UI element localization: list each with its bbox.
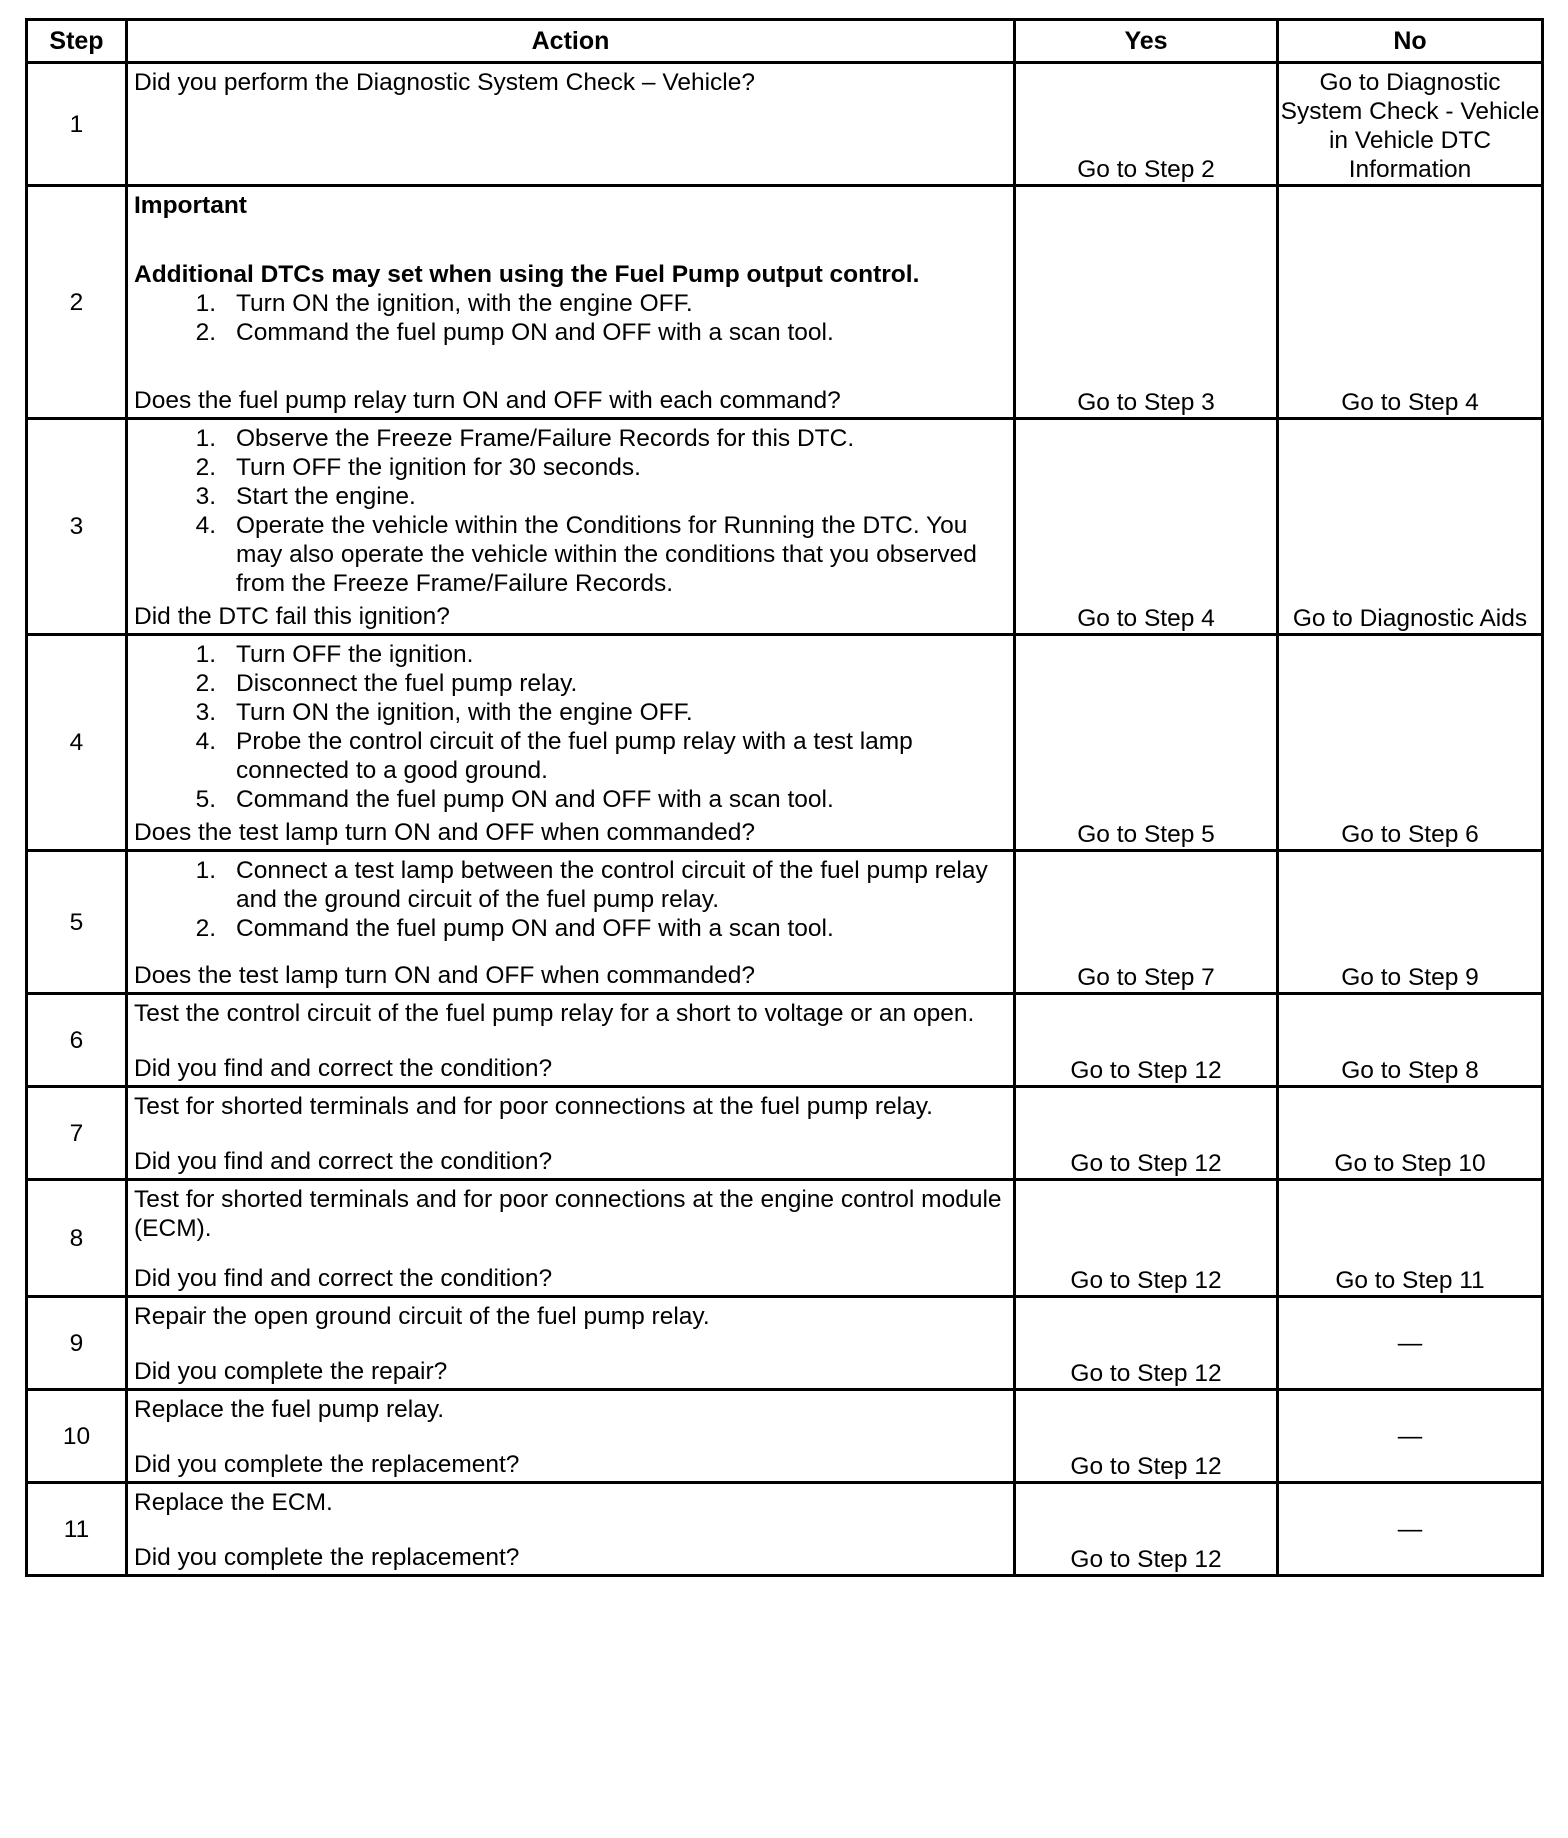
action-cell xyxy=(127,635,1015,851)
diagnostic-table xyxy=(25,18,1544,1577)
action-cell xyxy=(127,851,1015,994)
action-question: Does the test lamp turn ON and OFF when commanded? xyxy=(134,962,755,989)
yes-cell: Go to Step 12 xyxy=(1015,1297,1278,1390)
step-number: 10 xyxy=(27,1390,127,1483)
action-cell xyxy=(127,994,1015,1087)
step-number: 4 xyxy=(27,635,127,851)
no-cell: Go to Step 10 xyxy=(1278,1087,1543,1180)
list-item: 2. Turn OFF the ignition for 30 seconds. xyxy=(195,454,641,481)
list-item: 3. Turn ON the ignition, with the engine OFF. xyxy=(195,699,693,726)
list-item: 2. Command the fuel pump ON and OFF with a scan tool. xyxy=(195,319,834,346)
step-number: 7 xyxy=(27,1087,127,1180)
yes-cell: Go to Step 4 xyxy=(1015,419,1278,635)
yes-cell: Go to Step 12 xyxy=(1015,1180,1278,1297)
table-row xyxy=(27,419,1543,635)
step-number: 11 xyxy=(27,1483,127,1576)
yes-cell: Go to Step 12 xyxy=(1015,1390,1278,1483)
action-question: Does the fuel pump relay turn ON and OFF with each command? xyxy=(134,387,841,414)
list-item: 3. Start the engine. xyxy=(195,483,416,510)
action-question: Did you complete the repair? xyxy=(134,1358,448,1385)
action-intro: Test for shorted terminals and for poor connections at the fuel pump relay. xyxy=(134,1093,933,1120)
table-row xyxy=(27,1297,1543,1390)
action-cell xyxy=(127,1390,1015,1483)
action-cell xyxy=(127,1297,1015,1390)
instruction-list xyxy=(134,424,1009,598)
no-cell: — xyxy=(1278,1390,1543,1483)
list-item: 4. Operate the vehicle within the Conditions for Running the DTC. You may also operate the vehicle within the conditions that you observed from the Freeze Frame/Failure Records. xyxy=(195,512,977,597)
no-cell: Go to Diagnostic System Check - Vehicle in Vehicle DTC Information xyxy=(1278,63,1543,186)
action-intro: Replace the ECM. xyxy=(134,1489,333,1516)
action-intro: Test for shorted terminals and for poor connections at the engine control module (ECM). xyxy=(134,1186,1002,1242)
step-number: 9 xyxy=(27,1297,127,1390)
instruction-list xyxy=(134,856,1009,943)
action-intro: Did you perform the Diagnostic System Check – Vehicle? xyxy=(134,69,755,96)
no-cell: Go to Step 9 xyxy=(1278,851,1543,994)
table-row xyxy=(27,186,1543,419)
action-question: Does the test lamp turn ON and OFF when commanded? xyxy=(134,819,755,846)
step-number: 2 xyxy=(27,186,127,419)
no-cell: — xyxy=(1278,1297,1543,1390)
list-item: 4. Probe the control circuit of the fuel pump relay with a test lamp connected to a good ground. xyxy=(195,728,913,784)
header-step: Step xyxy=(27,20,127,63)
list-item: 1. Observe the Freeze Frame/Failure Records for this DTC. xyxy=(195,425,855,452)
action-question: Did you find and correct the condition? xyxy=(134,1055,553,1082)
action-intro: Test the control circuit of the fuel pump relay for a short to voltage or an open. xyxy=(134,1000,975,1027)
action-cell xyxy=(127,1087,1015,1180)
no-cell: Go to Step 11 xyxy=(1278,1180,1543,1297)
no-cell: Go to Step 8 xyxy=(1278,994,1543,1087)
action-question: Did you find and correct the condition? xyxy=(134,1265,553,1292)
table-row xyxy=(27,635,1543,851)
table-row xyxy=(27,851,1543,994)
table-row xyxy=(27,1390,1543,1483)
action-cell xyxy=(127,419,1015,635)
header-yes: Yes xyxy=(1015,20,1278,63)
action-cell xyxy=(127,186,1015,419)
step-number: 5 xyxy=(27,851,127,994)
list-item: 2. Disconnect the fuel pump relay. xyxy=(195,670,578,697)
yes-cell: Go to Step 2 xyxy=(1015,63,1278,186)
action-cell xyxy=(127,63,1015,186)
no-cell: Go to Step 4 xyxy=(1278,186,1543,419)
step-number: 3 xyxy=(27,419,127,635)
list-item: 1. Connect a test lamp between the control circuit of the fuel pump relay and the ground circuit of the fuel pump relay. xyxy=(195,857,988,913)
table-row xyxy=(27,994,1543,1087)
yes-cell: Go to Step 7 xyxy=(1015,851,1278,994)
step-number: 6 xyxy=(27,994,127,1087)
list-item: 1. Turn OFF the ignition. xyxy=(195,641,474,668)
action-question: Did you complete the replacement? xyxy=(134,1544,520,1571)
action-question: Did you find and correct the condition? xyxy=(134,1148,553,1175)
list-item: 5. Command the fuel pump ON and OFF with a scan tool. xyxy=(195,786,834,813)
header-row xyxy=(27,20,1543,63)
list-item: 2. Command the fuel pump ON and OFF with a scan tool. xyxy=(195,915,834,942)
yes-cell: Go to Step 12 xyxy=(1015,1483,1278,1576)
yes-cell: Go to Step 12 xyxy=(1015,994,1278,1087)
important-label: Important xyxy=(134,192,247,219)
header-no: No xyxy=(1278,20,1543,63)
action-intro: Repair the open ground circuit of the fuel pump relay. xyxy=(134,1303,710,1330)
table-row xyxy=(27,1180,1543,1297)
step-number: 1 xyxy=(27,63,127,186)
yes-cell: Go to Step 3 xyxy=(1015,186,1278,419)
header-action: Action xyxy=(127,20,1015,63)
yes-cell: Go to Step 5 xyxy=(1015,635,1278,851)
important-note: Additional DTCs may set when using the Fuel Pump output control. xyxy=(134,261,920,288)
table-row xyxy=(27,1087,1543,1180)
action-cell xyxy=(127,1180,1015,1297)
action-question: Did the DTC fail this ignition? xyxy=(134,603,450,630)
step-number: 8 xyxy=(27,1180,127,1297)
yes-cell: Go to Step 12 xyxy=(1015,1087,1278,1180)
table-row xyxy=(27,63,1543,186)
instruction-list xyxy=(134,640,1009,814)
action-cell xyxy=(127,1483,1015,1576)
action-question: Did you complete the replacement? xyxy=(134,1451,520,1478)
action-intro: Replace the fuel pump relay. xyxy=(134,1396,445,1423)
no-cell: — xyxy=(1278,1483,1543,1576)
no-cell: Go to Diagnostic Aids xyxy=(1278,419,1543,635)
list-item: 1. Turn ON the ignition, with the engine OFF. xyxy=(195,290,693,317)
table-row xyxy=(27,1483,1543,1576)
no-cell: Go to Step 6 xyxy=(1278,635,1543,851)
instruction-list xyxy=(134,289,1009,347)
